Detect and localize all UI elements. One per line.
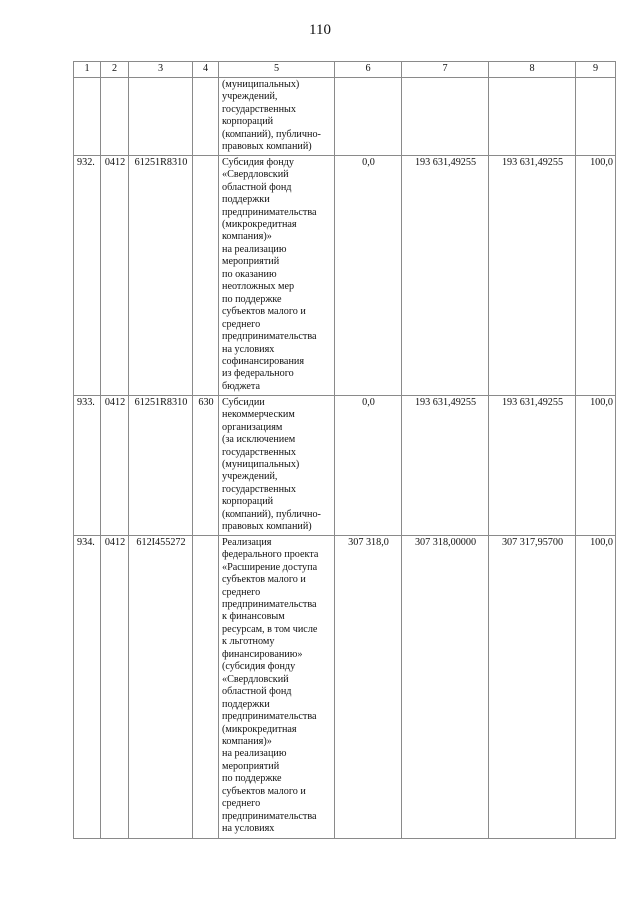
description-line: поддержки [222,194,270,206]
description-line: среднего [222,318,261,330]
target-article: 61251R8310 [129,155,193,395]
description-line: областной фонд [222,181,292,193]
plan-amount [335,78,402,156]
column-header: 2 [101,62,129,78]
description-line: корпораций [222,496,274,508]
execution-percent [576,78,616,156]
description-line: государственных [222,446,296,458]
column-header: 6 [335,62,402,78]
description-line: субъектов малого и [222,574,306,586]
description-line: Субсидии [222,396,265,408]
target-article: 612I455272 [129,535,193,838]
description-line: (муниципальных) [222,458,300,470]
refined-amount: 193 631,49255 [402,395,489,535]
description-line: предпринимательства [222,206,317,218]
column-header: 8 [489,62,576,78]
description-line: на условиях [222,343,275,355]
page-number: 110 [309,22,331,38]
refined-amount: 307 318,00000 [402,535,489,838]
description-line: на условиях [222,823,275,835]
column-header: 4 [193,62,219,78]
description-line: предпринимательства [222,711,317,723]
description-line: компания)» [222,231,272,243]
column-number-row [74,62,616,78]
description-line: правовых компаний) [222,141,312,153]
description-line: предпринимательства [222,810,317,822]
executed-amount: 193 631,49255 [489,395,576,535]
table-row [74,395,616,535]
section-code: 0412 [101,155,129,395]
plan-amount: 0,0 [335,155,402,395]
description-line: мероприятий [222,256,280,268]
expense-type [193,155,219,395]
description-line: субъектов малого и [222,306,306,318]
description-line: субъектов малого и [222,785,306,797]
section-code: 0412 [101,395,129,535]
description-line: правовых компаний) [222,521,312,533]
description [219,78,335,156]
description-line: по поддержке [222,773,282,785]
row-number: 932. [74,155,101,395]
table-row [74,535,616,838]
description-line: среднего [222,586,261,598]
description-line: ресурсам, в том числе [222,623,318,635]
expense-type [193,78,219,156]
description-line: (микрокредитная [222,218,297,230]
expense-type: 630 [193,395,219,535]
description-line: мероприятий [222,760,280,772]
description [219,155,335,395]
description-line: компания)» [222,735,272,747]
budget-table [73,61,616,839]
executed-amount: 193 631,49255 [489,155,576,395]
table-row [74,155,616,395]
description-line: на реализацию [222,748,287,760]
description-line: софинансирования [222,355,305,367]
expense-type [193,535,219,838]
column-header: 5 [219,62,335,78]
description-line: организациям [222,421,283,433]
description-line: по оказанию [222,268,277,280]
plan-amount: 307 318,0 [335,535,402,838]
description-line: государственных [222,483,296,495]
description-line: на реализацию [222,243,287,255]
description-line: к финансовым [222,611,285,623]
description-line: (компаний), публично- [222,508,321,520]
description-line: федерального проекта [222,549,319,561]
section-code [101,78,129,156]
executed-amount: 307 317,95700 [489,535,576,838]
description-line: среднего [222,798,261,810]
row-number [74,78,101,156]
column-header: 7 [402,62,489,78]
column-header: 9 [576,62,616,78]
description-line: учреждений, [222,91,278,103]
plan-amount: 0,0 [335,395,402,535]
target-article [129,78,193,156]
description-line: Реализация [222,536,272,548]
description-line: областной фонд [222,686,292,698]
execution-percent: 100,0 [576,395,616,535]
description-line: предпринимательства [222,331,317,343]
description-line: «Расширение доступа [222,561,318,573]
description [219,535,335,838]
description-line: (микрокредитная [222,723,297,735]
column-header: 3 [129,62,193,78]
description-line: (муниципальных) [222,79,300,90]
description-line: поддержки [222,698,270,710]
description-line: к льготному [222,636,275,648]
description-line: (за исключением [222,434,296,446]
section-code: 0412 [101,535,129,838]
description-line: предпринимательства [222,598,317,610]
executed-amount [489,78,576,156]
description-line: некоммерческим [222,409,295,421]
description-line: по поддержке [222,293,282,305]
execution-percent: 100,0 [576,155,616,395]
description [219,395,335,535]
description-line: финансированию» [222,648,303,660]
description-line: корпораций [222,116,274,128]
description-line: Субсидия фонду [222,156,294,168]
table-row [74,78,616,156]
description-line: бюджета [222,380,260,392]
description-line: неотложных мер [222,281,295,293]
description-line: (компаний), публично- [222,128,321,140]
description-line: «Свердловский [222,673,289,685]
description-line: учреждений, [222,471,278,483]
execution-percent: 100,0 [576,535,616,838]
description-line: «Свердловский [222,169,289,181]
refined-amount [402,78,489,156]
description-line: из федерального [222,368,294,380]
refined-amount: 193 631,49255 [402,155,489,395]
description-line: (субсидия фонду [222,661,296,673]
description-line: государственных [222,103,296,115]
target-article: 61251R8310 [129,395,193,535]
column-header: 1 [74,62,101,78]
row-number: 933. [74,395,101,535]
row-number: 934. [74,535,101,838]
